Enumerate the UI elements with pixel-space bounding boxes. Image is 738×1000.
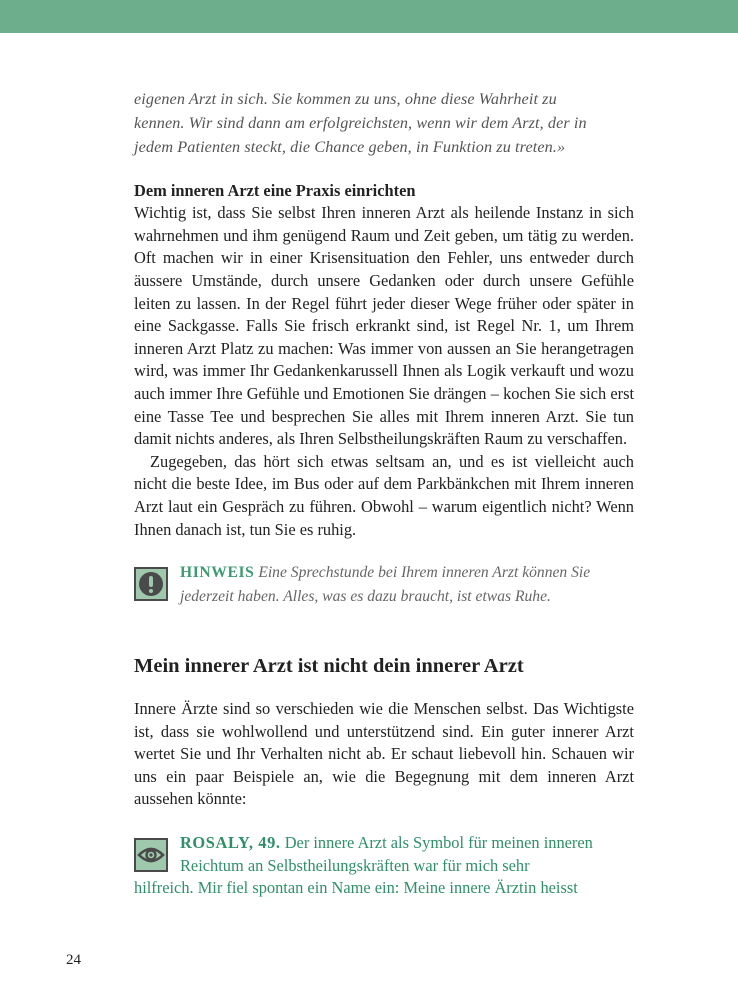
- quote-line: jedem Patienten steckt, die Chance geben, in Funktion zu treten.»: [134, 138, 566, 157]
- hint-label: HINWEIS: [180, 564, 255, 582]
- quote-line: eigenen Arzt in sich. Sie kommen zu uns, ohne diese Wahrheit zu: [134, 90, 557, 108]
- eye-icon: [134, 838, 168, 872]
- testimonial-text: Der innere Arzt als Symbol für meinen inneren: [284, 833, 593, 853]
- hint-body: Eine Sprechstunde bei Ihrem inneren Arzt können Sie jederzeit haben. Alles, was es dazu braucht, ist etwas Ruhe.: [180, 564, 591, 606]
- body-paragraph: Zugegeben, das hört sich etwas seltsam an, und es ist vielleicht auch nicht die beste Idee, im Bus oder auf dem Parkbänkchen mit Ihrem inneren Arzt laut ein Gespräch zu führen. Obwohl – warum eigentlich nicht? Wenn Ihnen danach ist, tun Sie es ruhig.: [134, 451, 634, 539]
- testimonial-box: [134, 832, 634, 900]
- testimonial-line: Reichtum an Selbstheilungskräften war für mich sehr: [180, 855, 530, 875]
- hint-box: [134, 561, 634, 609]
- section-subheading: Dem inneren Arzt eine Praxis einrichten: [134, 180, 416, 200]
- testimonial-line: hilfreich. Mir fiel spontan ein Name ein: Meine innere Ärztin heisst: [134, 878, 578, 898]
- header-color-band: [0, 0, 738, 33]
- section-heading: Mein innerer Arzt ist nicht dein innerer Arzt: [134, 655, 524, 678]
- testimonial-label: ROSALY, 49.: [180, 833, 281, 853]
- page-number: 24: [66, 952, 81, 968]
- body-paragraph: Innere Ärzte sind so verschieden wie die Menschen selbst. Das Wichtigste ist, dass sie wohlwollend und unterstützend sind. Ein guter innerer Arzt wertet Sie und Ihr Verhalten nicht ab. Er schaut liebevoll hin. Schauen wir uns ein paar Beispiele an, wie die Begegnung mit dem inneren Arzt aussehen könnte:: [134, 699, 634, 809]
- hint-text: [180, 561, 634, 609]
- exclamation-icon: [134, 567, 168, 601]
- quote-block: [134, 87, 634, 160]
- quote-line: kennen. Wir sind dann am erfolgreichsten, wenn wir dem Arzt, der in: [134, 114, 587, 133]
- page-content: [134, 87, 634, 900]
- body-paragraph: Wichtig ist, dass Sie selbst Ihren inneren Arzt als heilende Instanz in sich wahrnehmen und ihm genügend Raum und Zeit geben, um tätig zu werden. Oft machen wir in einer Krisensituation den Fehler, uns entweder durch äussere Umstände, durch unsere Gedanken oder durch unsere Gefühle leiten zu lassen. In der Regel führt jeder dieser Wege früher oder später in eine Sackgasse. Falls Sie frisch erkrankt sind, ist Regel Nr. 1, um Ihrem inneren Arzt Platz zu machen: Was immer von aussen an Sie herangetragen wird, was immer Ihr Gedankenkarussell Ihnen als Logik verkauft und wozu auch immer Ihre Gefühle und Emotionen Sie drängen – kochen Sie sich erst eine Tasse Tee und besprechen Sie alles mit Ihrem inneren Arzt. Sie tun damit nichts anderes, als Ihren Selbstheilungskräften Raum zu verschaffen.: [134, 203, 634, 449]
- testimonial-line: [134, 832, 634, 855]
